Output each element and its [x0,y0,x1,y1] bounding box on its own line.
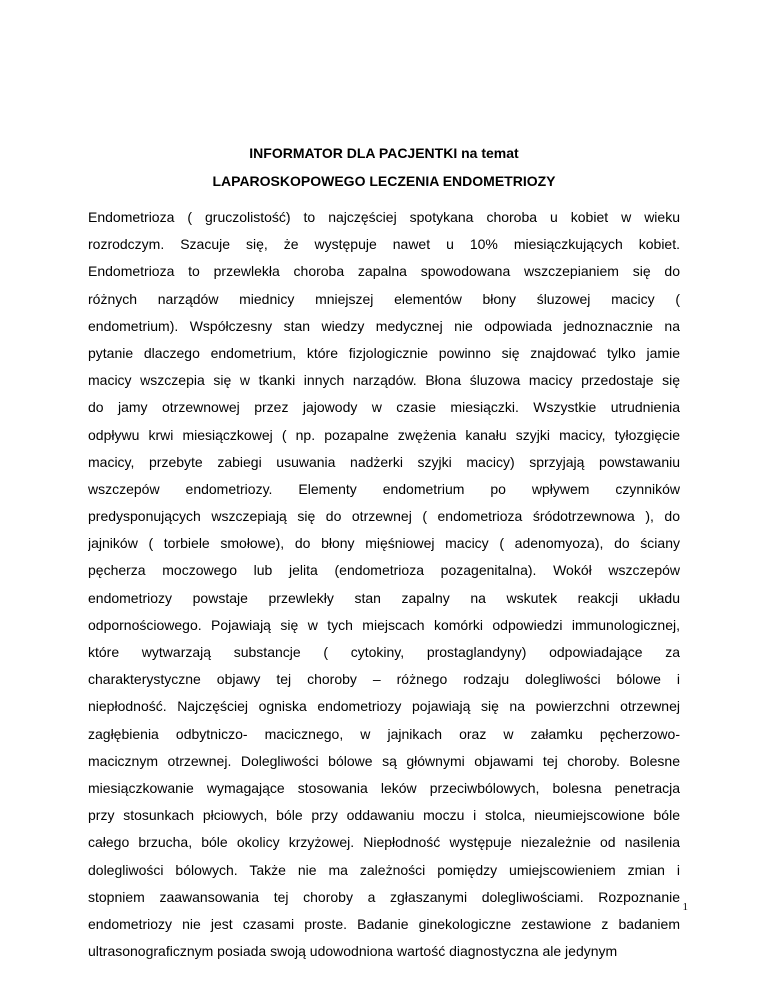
body-line: Endometrioza to przewlekła choroba zapalna spowodowana wszczepianiem się do [88,263,680,280]
body-line: charakterystyczne objawy tej choroby – różnego rodzaju dolegliwości bólowe i [88,671,680,688]
body-line: do jamy otrzewnowej przez jajowody w czasie miesiączki. Wszystkie utrudnienia [88,399,680,416]
body-line: rozrodczym. Szacuje się, że występuje nawet u 10% miesiączkujących kobiet. [88,236,680,253]
body-line: przy stosunkach płciowych, bóle przy oddawaniu moczu i stolca, nieumiejscowione bóle [88,807,680,824]
body-line: odpływu krwi miesiączkowej ( np. pozapalne zwężenia kanału szyjki macicy, tyłozgięcie [88,426,680,443]
document-title [0,139,768,195]
body-line: macicy wszczepia się w tkanki innych narządów. Błona śluzowa macicy przedostaje się [88,372,680,389]
title-line-1: INFORMATOR DLA PACJENTKI na temat [249,145,519,161]
body-line: stopniem zaawansowania tej choroby a zgłaszanymi dolegliwościami. Rozpoznanie [88,888,680,905]
body-line: dolegliwości bólowych. Także nie ma zależności pomiędzy umiejscowieniem zmian i [88,861,680,878]
body-line: ultrasonograficznym posiada swoją udowodniona wartość diagnostyczna ale jedynym [88,943,618,960]
body-line: predysponujących wszczepiają się do otrzewnej ( endometrioza śródotrzewnowa ), do [88,508,680,525]
body-line: macicy, przebyte zabiegi usuwania nadżerki szyjki macicy) sprzyjają powstawaniu [88,453,680,470]
body-line: pytanie dlaczego endometrium, które fizjologicznie powinno się znajdować tylko jamie [88,344,680,361]
body-line: macicznym otrzewnej. Dolegliwości bólowe są głównymi objawami tej choroby. Bolesne [88,752,680,769]
page-number: 1 [682,901,688,913]
title-line-2: LAPAROSKOPOWEGO LECZENIA ENDOMETRIOZY [212,173,556,189]
body-line: pęcherza moczowego lub jelita (endometrioza pozagenitalna). Wokół wszczepów [88,562,680,579]
body-line: wszczepów endometriozy. Elementy endometrium po wpływem czynników [88,480,680,497]
body-line: Endometrioza ( gruczolistość) to najczęściej spotykana choroba u kobiet w wieku [88,209,680,225]
body-line: które wytwarzają substancje ( cytokiny, prostaglandyny) odpowiadające za [88,644,680,660]
body-line: endometrium). Współczesny stan wiedzy medycznej nie odpowiada jednoznacznie na [88,317,680,334]
body-line: odpornościowego. Pojawiają się w tych miejscach komórki odpowiedzi immunologicznej, [88,616,680,633]
body-line: jajników ( torbiele smołowe), do błony mięśniowej macicy ( adenomyoza), do ściany [88,535,680,552]
body-line: niepłodność. Najczęściej ogniska endometriozy pojawiają się na powierzchni otrzewnej [88,698,680,715]
body-line: różnych narządów miednicy mniejszej elementów błony śluzowej macicy ( [88,290,680,307]
body-line: całego brzucha, bóle okolicy krzyżowej. Niepłodność występuje niezależnie od nasilenia [88,834,680,851]
document-body [88,204,680,965]
body-line: endometriozy powstaje przewlekły stan zapalny na wskutek reakcji układu [88,589,680,606]
body-line: zagłębienia odbytniczo- macicznego, w jajnikach oraz w załamku pęcherzowo- [88,725,680,742]
body-line: endometriozy nie jest czasami proste. Badanie ginekologiczne zestawione z badaniem [88,915,680,932]
body-line: miesiączkowanie wymagające stosowania leków przeciwbólowych, bolesna penetracja [88,779,680,796]
